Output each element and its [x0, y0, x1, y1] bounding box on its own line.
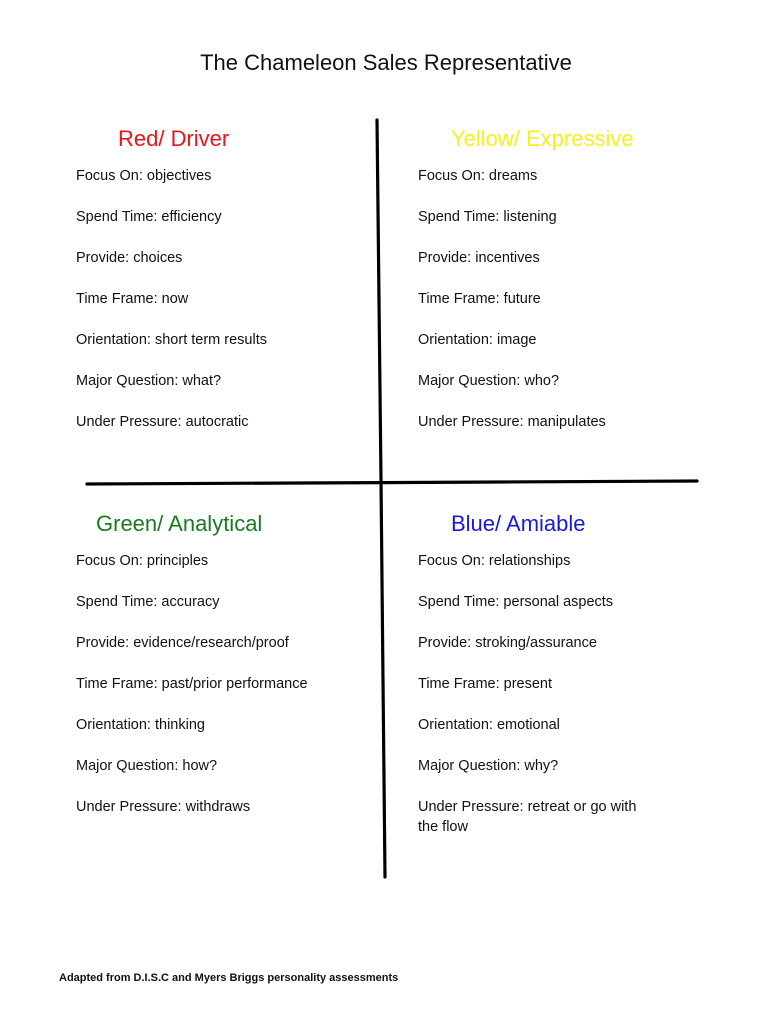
quadrant-item-list — [418, 166, 606, 453]
quadrant-item: Under Pressure: retreat or go with the flow — [418, 799, 637, 835]
quadrant-item: Under Pressure: manipulates — [418, 414, 606, 430]
quadrant-item: Spend Time: listening — [418, 209, 557, 225]
source-footnote: Adapted from D.I.S.C and Myers Briggs personality assessments — [59, 972, 399, 984]
quadrant-item: Major Question: how? — [76, 758, 218, 774]
quadrant-item: Provide: incentives — [418, 250, 540, 266]
quadrant-item: Provide: evidence/research/proof — [76, 635, 289, 651]
quadrant-heading-red: Red/ Driver — [118, 126, 230, 151]
quadrant-item: Time Frame: future — [418, 291, 541, 307]
quadrant-item: Time Frame: present — [418, 676, 553, 692]
quadrant-heading-yellow: Yellow/ Expressive — [451, 126, 634, 151]
quadrant-item-list — [418, 551, 648, 838]
quadrant-item: Major Question: who? — [418, 373, 560, 389]
quadrant-item: Major Question: why? — [418, 758, 559, 774]
quadrant-item: Major Question: what? — [76, 373, 222, 389]
quadrant-item: Spend Time: accuracy — [76, 594, 220, 610]
quadrant-item: Orientation: short term results — [76, 332, 267, 348]
quadrant-item: Focus On: objectives — [76, 168, 212, 184]
quadrant-item: Focus On: relationships — [418, 553, 571, 569]
quadrant-item: Provide: choices — [76, 250, 183, 266]
quadrant-item-list — [76, 166, 267, 453]
quadrant-item-list — [76, 551, 308, 838]
quadrant-item: Spend Time: efficiency — [76, 209, 222, 225]
quadrant-item: Spend Time: personal aspects — [418, 594, 614, 610]
quadrant-item: Under Pressure: autocratic — [76, 414, 249, 430]
quadrant-item: Focus On: principles — [76, 553, 209, 569]
quadrant-item: Orientation: emotional — [418, 717, 560, 733]
quadrant-heading-green: Green/ Analytical — [96, 511, 263, 536]
quadrant-item: Time Frame: now — [76, 291, 189, 307]
quadrant-item: Time Frame: past/prior performance — [76, 676, 308, 692]
quadrant-item: Under Pressure: withdraws — [76, 799, 251, 815]
quadrant-item: Focus On: dreams — [418, 168, 538, 184]
quadrant-item: Orientation: image — [418, 332, 537, 348]
vertical-divider-line — [377, 120, 385, 877]
page-title: The Chameleon Sales Representative — [200, 50, 572, 75]
quadrant-item: Orientation: thinking — [76, 717, 205, 733]
quadrant-item: Provide: stroking/assurance — [418, 635, 597, 651]
quadrant-heading-blue: Blue/ Amiable — [451, 511, 586, 536]
horizontal-divider-line — [87, 481, 697, 484]
